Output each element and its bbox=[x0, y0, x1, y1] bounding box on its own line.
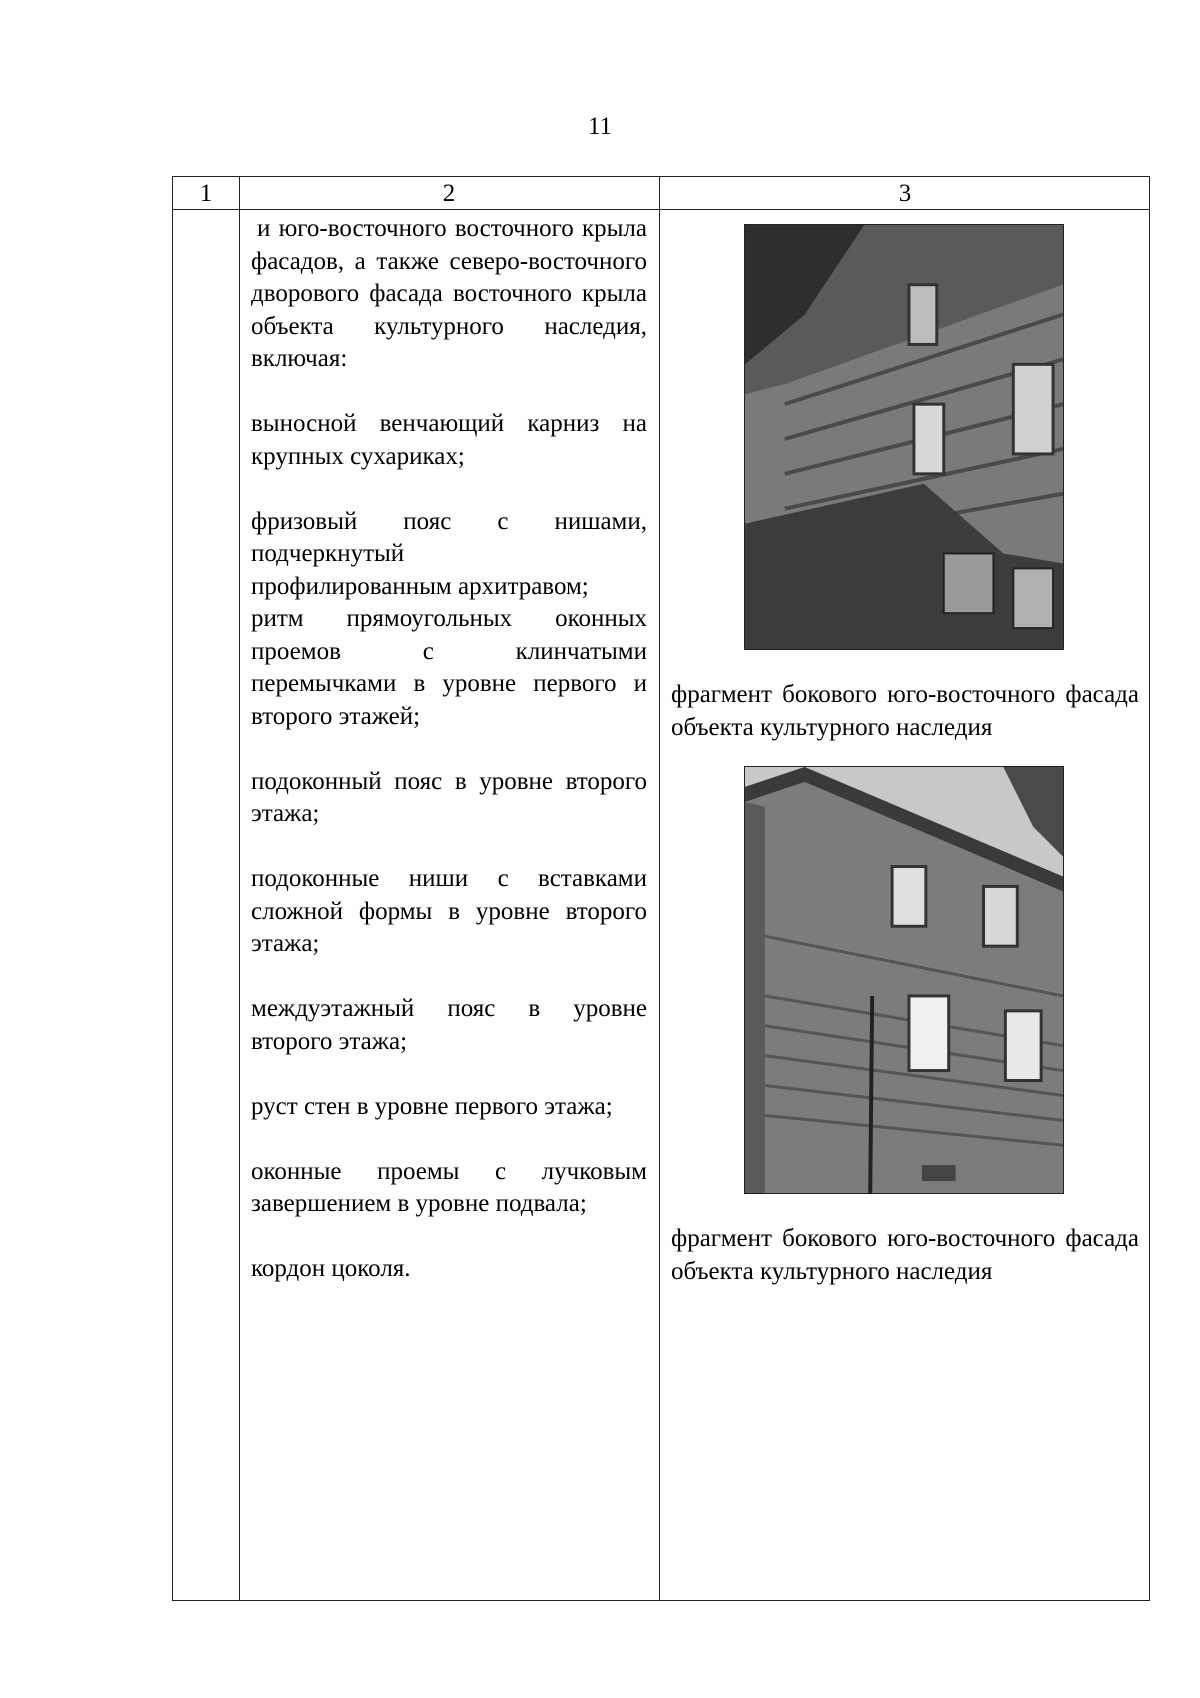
column-header-1: 1 bbox=[199, 180, 213, 207]
heritage-table bbox=[172, 176, 1150, 1601]
description-item: руст стен в уровне первого этажа; bbox=[251, 1092, 613, 1120]
header-divider bbox=[173, 209, 1149, 210]
facade-photo bbox=[744, 766, 1064, 1194]
description-item: подоконные ниши с вставками сложной формы в уровне второго этажа; bbox=[251, 865, 647, 957]
description-item: ритм прямоугольных оконных проемов с клинчатыми перемычками в уровне первого и второго этажей; bbox=[251, 605, 647, 730]
description-item: выносной венчающий карниз на крупных сухариках; bbox=[251, 410, 647, 470]
column-divider-1 bbox=[239, 177, 240, 1600]
facade-photo bbox=[744, 224, 1064, 650]
page-number: 11 bbox=[587, 113, 613, 140]
description-item: оконные проемы с лучковым завершением в уровне подвала; bbox=[251, 1157, 647, 1217]
description-item: подоконный пояс в уровне второго этажа; bbox=[251, 767, 647, 827]
elements-description bbox=[251, 213, 647, 1318]
description-item: междуэтажный пояс в уровне второго этажа; bbox=[251, 995, 647, 1055]
column-header-2: 2 bbox=[442, 180, 456, 207]
description-intro: и юго-восточного восточного крыла фасадов, а также северо-восточного дворового фасада восточного крыла объекта культурного наследия, включая: bbox=[251, 215, 647, 372]
photo-caption: фрагмент бокового юго-восточного фасада объекта культурного наследия bbox=[671, 681, 1139, 741]
description-item: кордон цоколя. bbox=[251, 1255, 411, 1282]
column-header-3: 3 bbox=[898, 180, 912, 207]
photo-caption: фрагмент бокового юго-восточного фасада объекта культурного наследия bbox=[671, 1225, 1139, 1285]
description-item: фризовый пояс с нишами, подчеркнутый bbox=[251, 507, 647, 567]
column-divider-2 bbox=[659, 177, 660, 1600]
description-item: профилированным архитравом; bbox=[251, 572, 589, 600]
